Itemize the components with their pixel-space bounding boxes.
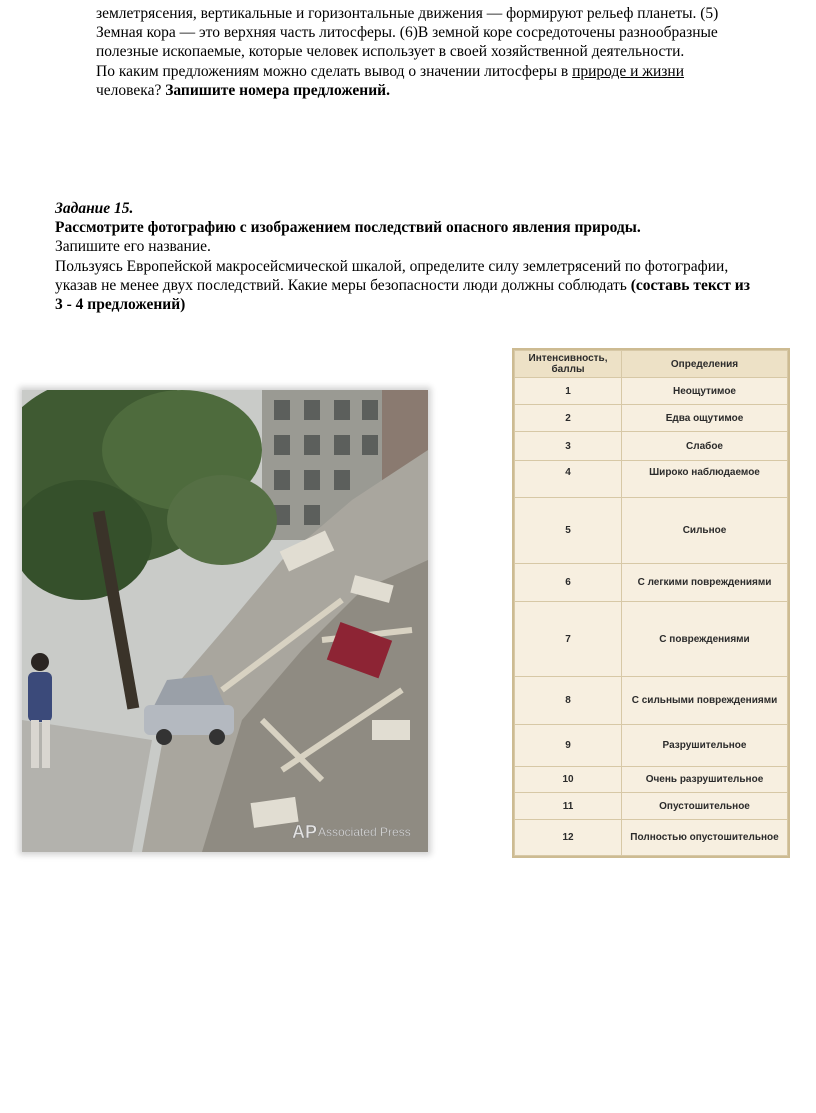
row-definition: Едва ощутимое bbox=[622, 405, 788, 432]
row-definition: С сильными повреждениями bbox=[622, 677, 788, 725]
task-heading: Рассмотрите фотографию с изображением последствий опасного явления природы. bbox=[55, 219, 641, 236]
table-row bbox=[515, 820, 788, 856]
row-definition: Сильное bbox=[622, 498, 788, 564]
row-points: 11 bbox=[515, 793, 622, 820]
table-row bbox=[515, 564, 788, 602]
street bbox=[22, 720, 152, 852]
row-definition: Разрушительное bbox=[622, 725, 788, 767]
task-line-1: Запишите его название. bbox=[55, 238, 211, 255]
row-points: 7 bbox=[515, 602, 622, 677]
paragraph-line-5 bbox=[96, 81, 390, 100]
table-row bbox=[515, 378, 788, 405]
row-points: 9 bbox=[515, 725, 622, 767]
row-definition: Неощутимое bbox=[622, 378, 788, 405]
table-row bbox=[515, 432, 788, 461]
table-row bbox=[515, 405, 788, 432]
question-end: человека? bbox=[96, 82, 166, 99]
column-header-definition: Определения bbox=[622, 351, 788, 378]
row-points: 3 bbox=[515, 432, 622, 461]
row-definition: Полностью опустошительное bbox=[622, 820, 788, 856]
table-row bbox=[515, 767, 788, 793]
row-definition: С повреждениями bbox=[622, 602, 788, 677]
paragraph-line-3: полезные ископаемые, которые человек использует в своей хозяйственной деятельности. bbox=[96, 43, 685, 60]
scale-table bbox=[514, 350, 788, 856]
row-points: 6 bbox=[515, 564, 622, 602]
table-row bbox=[515, 602, 788, 677]
row-definition: Опустошительное bbox=[622, 793, 788, 820]
row-points: 8 bbox=[515, 677, 622, 725]
task-line-3-bold: (составь текст из bbox=[630, 277, 750, 294]
row-definition: С легкими повреждениями bbox=[622, 564, 788, 602]
row-points: 5 bbox=[515, 498, 622, 564]
task-line-3 bbox=[55, 276, 750, 295]
row-definition: Широко наблюдаемое bbox=[622, 461, 788, 498]
table-row bbox=[515, 793, 788, 820]
task-line-3-text: указав не менее двух последствий. Какие меры безопасности люди должны соблюдать bbox=[55, 277, 631, 294]
table-row bbox=[515, 461, 788, 498]
paragraph-line-1: землетрясения, вертикальные и горизонтальные движения — формируют рельеф планеты. (5) bbox=[96, 5, 719, 22]
row-points: 4 bbox=[515, 461, 622, 498]
row-points: 1 bbox=[515, 378, 622, 405]
ap-logo: AP bbox=[292, 822, 318, 842]
row-definition: Очень разрушительное bbox=[622, 767, 788, 793]
earthquake-photo bbox=[22, 390, 428, 852]
underlined-phrase: природе и жизни bbox=[572, 63, 685, 80]
instruction-bold: Запишите номера предложений. bbox=[165, 82, 390, 99]
earthquake-photo-illustration bbox=[22, 390, 428, 852]
column-header-intensity: Интенсивность, баллы bbox=[515, 351, 622, 378]
task-line-2: Пользуясь Европейской макросейсмической шкалой, определите силу землетрясений по фотографии, bbox=[55, 258, 729, 275]
row-definition: Слабое bbox=[622, 432, 788, 461]
row-points: 12 bbox=[515, 820, 622, 856]
table-row bbox=[515, 725, 788, 767]
question-text: По каким предложениям можно сделать вывод о значении литосферы в bbox=[96, 63, 573, 80]
paragraph-line-2: Земная кора — это верхняя часть литосферы. (6)В земной коре сосредоточены разнообразные bbox=[96, 24, 718, 41]
row-points: 10 bbox=[515, 767, 622, 793]
task-title: Задание 15. bbox=[55, 200, 134, 217]
watermark-text: Associated Press bbox=[318, 825, 411, 839]
paragraph-line-4 bbox=[96, 62, 684, 81]
table-header-row bbox=[515, 351, 788, 378]
task-line-4: 3 - 4 предложений) bbox=[55, 296, 186, 313]
table-row bbox=[515, 677, 788, 725]
table-row bbox=[515, 498, 788, 564]
macroseismic-scale-table bbox=[512, 348, 790, 858]
row-points: 2 bbox=[515, 405, 622, 432]
